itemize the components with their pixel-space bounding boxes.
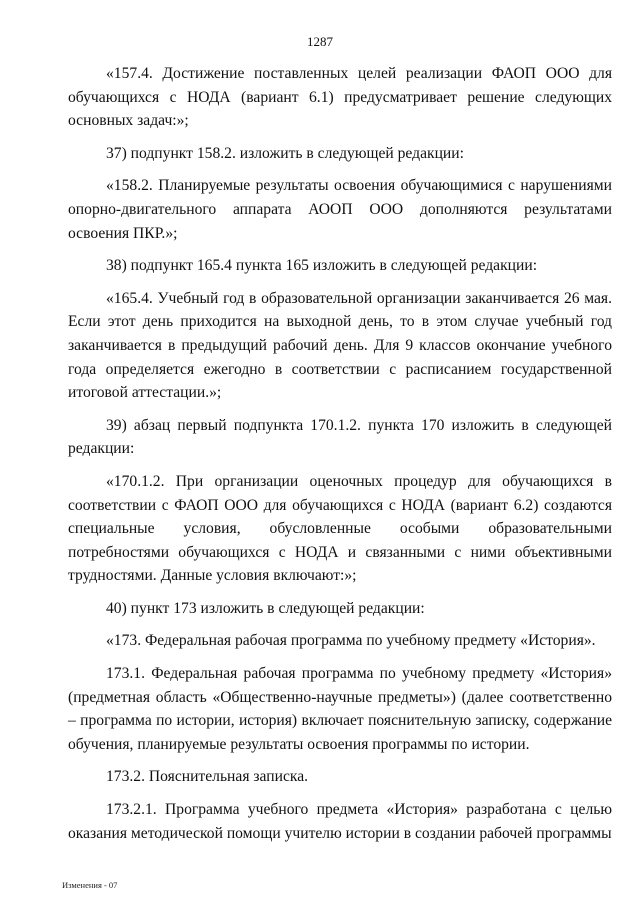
paragraph: «173. Федеральная рабочая программа по учебному предмету «История». (106, 632, 596, 650)
paragraph: 40) пункт 173 изложить в следующей редакции: (106, 599, 425, 617)
paragraph: 173.2. Пояснительная записка. (106, 768, 309, 786)
paragraph: 39) абзац первый подпункта 170.1.2. пункта 170 изложить в следующей редакции: (68, 416, 612, 458)
page-number: 1287 (307, 34, 333, 49)
paragraph: «170.1.2. При организации оценочных процедур для обучающихся в соответствии с ФАОП ООО для обучающихся с НОДА (вариант 6.2) создаются специальные условия, обусловленные особыми образовательными потребностями обучающихся с НОДА и связанными с ними объективными трудностями. Данные условия включают:»; (68, 472, 612, 585)
paragraph: 37) подпункт 158.2. изложить в следующей редакции: (106, 144, 464, 162)
paragraph: «157.4. Достижение поставленных целей реализации ФАОП ООО для обучающихся с НОДА (вариант 6.1) предусматривает решение следующих основных задач:»; (68, 65, 612, 130)
paragraph: «158.2. Планируемые результаты освоения обучающимися с нарушениями опорно-двигательного аппарата АООП ООО дополняются результатами освоения ПКР.»; (68, 177, 612, 242)
paragraph: 173.2.1. Программа учебного предмета «История» разработана с целью оказания методической помощи учителю истории в создании рабочей программы (68, 801, 612, 842)
document-body (68, 62, 612, 854)
paragraph: «165.4. Учебный год в образовательной организации заканчивается 26 мая. Если этот день приходится на выходной день, то в этом случае учебный год заканчивается в предыдущий рабочий день. Для 9 классов окончание учебного года определяется ежегодно в соответствии с расписанием государственной итоговой аттестации.»; (68, 289, 612, 402)
footer-note: Изменения - 07 (62, 880, 118, 890)
paragraph: 173.1. Федеральная рабочая программа по учебному предмету «История» (предметная область «Общественно-научные предметы») (далее соответственно – программа по истории, история) включает пояснительную записку, содержание обучения, планируемые результаты освоения программы по истории. (68, 665, 612, 753)
paragraph: 38) подпункт 165.4 пункта 165 изложить в следующей редакции: (106, 257, 538, 275)
